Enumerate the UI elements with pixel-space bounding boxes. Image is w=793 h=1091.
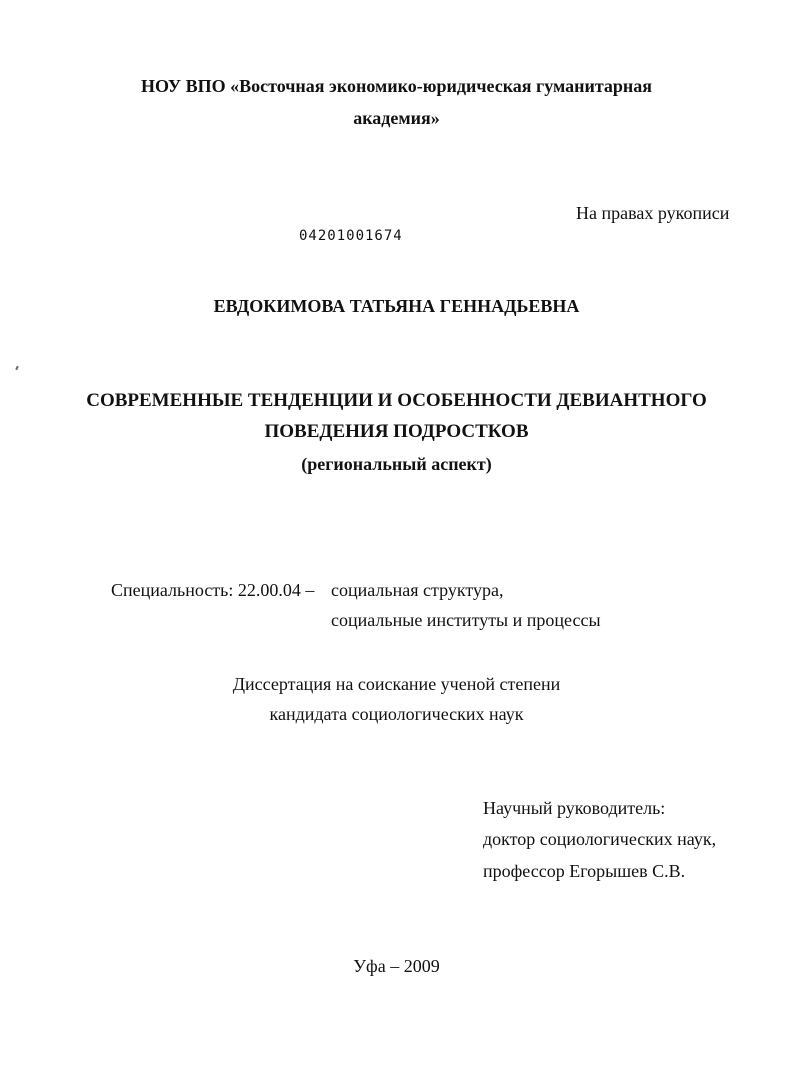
- place-year: Уфа – 2009: [353, 956, 440, 976]
- advisor-label: Научный руководитель:: [483, 798, 666, 818]
- specialty-label: Специальность: 22.00.04 –: [111, 580, 315, 600]
- advisor-line-2: профессор Егорышев С.В.: [483, 861, 686, 881]
- dissertation-title-line-1: СОВРЕМЕННЫЕ ТЕНДЕНЦИИ И ОСОБЕННОСТИ ДЕВИАНТНОГО: [86, 390, 707, 411]
- degree-line-1: Диссертация на соискание ученой степени: [232, 674, 561, 694]
- institution-line-1: НОУ ВПО «Восточная экономико-юридическая гуманитарная: [140, 76, 653, 96]
- dissertation-subtitle: (региональный аспект): [301, 454, 492, 474]
- author-name: ЕВДОКИМОВА ТАТЬЯНА ГЕННАДЬЕВНА: [213, 296, 580, 316]
- specialty-line-2: социальные институты и процессы: [331, 610, 601, 630]
- specialty-line-1: социальная структура,: [331, 580, 504, 600]
- institution-line-2: академия»: [353, 108, 440, 128]
- manuscript-note: На правах рукописи: [576, 203, 730, 223]
- scan-speck: [15, 366, 19, 370]
- registry-number: 04201001674: [299, 228, 403, 244]
- dissertation-title-line-2: ПОВЕДЕНИЯ ПОДРОСТКОВ: [264, 421, 529, 442]
- degree-line-2: кандидата социологических наук: [269, 704, 524, 724]
- advisor-line-1: доктор социологических наук,: [483, 829, 717, 849]
